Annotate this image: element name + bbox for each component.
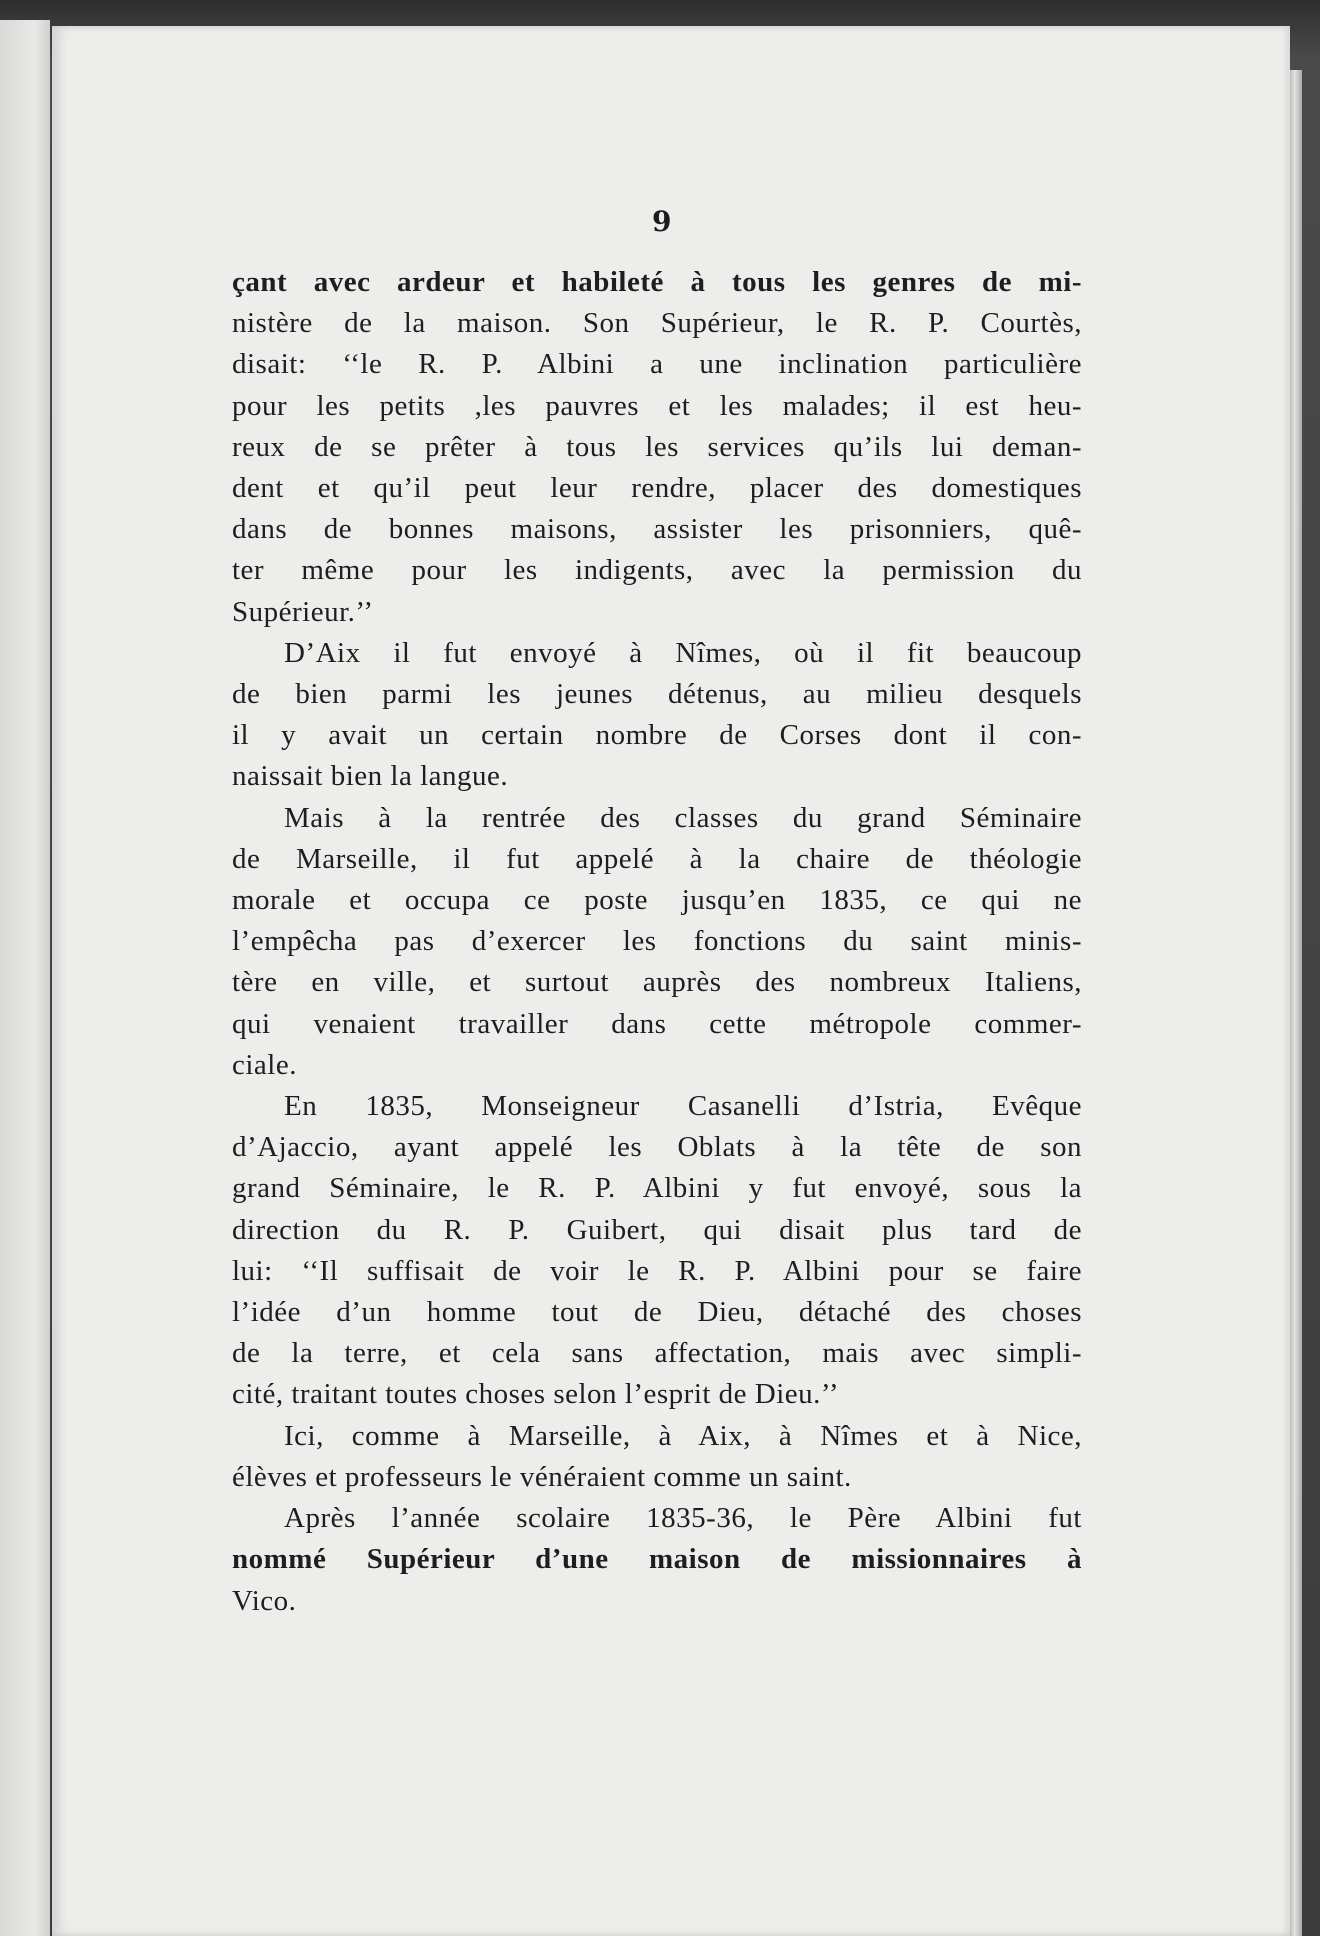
text-line: nommé Supérieur d’une maison de missionnaires à (232, 1543, 1082, 1576)
text-line: de bien parmi les jeunes détenus, au milieu desquels (232, 678, 1082, 711)
facing-page-edge (0, 20, 50, 1936)
text-line: nistère de la maison. Son Supérieur, le R. P. Courtès, (232, 307, 1082, 340)
text-line: l’idée d’un homme tout de Dieu, détaché des choses (232, 1296, 1082, 1329)
text-line: il y avait un certain nombre de Corses dont il con- (232, 719, 1082, 752)
text-line: Supérieur.’’ (232, 595, 374, 628)
text-line: l’empêcha pas d’exercer les fonctions du saint minis- (232, 925, 1082, 958)
text-line: disait: ‘‘le R. P. Albini a une inclination particulière (232, 348, 1082, 381)
text-line: çant avec ardeur et habileté à tous les genres de mi- (232, 266, 1082, 298)
text-line: tère en ville, et surtout auprès des nombreux Italiens, (232, 966, 1082, 999)
text-line: qui venaient travailler dans cette métropole commer- (232, 1007, 1082, 1040)
text-line: morale et occupa ce poste jusqu’en 1835, ce qui ne (232, 884, 1082, 917)
text-line: dans de bonnes maisons, assister les prisonniers, quê- (232, 513, 1082, 546)
text-line: lui: ‘‘Il suffisait de voir le R. P. Albini pour se faire (232, 1254, 1082, 1287)
text-line: ciale. (232, 1048, 297, 1081)
text-line: D’Aix il fut envoyé à Nîmes, où il fit beaucoup (284, 636, 1082, 669)
text-line: Après l’année scolaire 1835-36, le Père Albini fut (284, 1502, 1082, 1535)
text-line: dent et qu’il peut leur rendre, placer des domestiques (232, 472, 1082, 505)
text-line: En 1835, Monseigneur Casanelli d’Istria, Evêque (284, 1090, 1082, 1123)
body-text (232, 262, 1082, 1622)
text-line: d’Ajaccio, ayant appelé les Oblats à la tête de son (232, 1131, 1082, 1164)
text-line: de la terre, et cela sans affectation, mais avec simpli- (232, 1337, 1082, 1370)
text-line: naissait bien la langue. (232, 760, 509, 793)
text-line: reux de se prêter à tous les services qu’ils lui deman- (232, 430, 1082, 463)
text-line: cité, traitant toutes choses selon l’esprit de Dieu.’’ (232, 1378, 840, 1411)
page-stack-edge (1290, 70, 1302, 1936)
text-line: Vico. (232, 1584, 297, 1617)
page-number: 9 (652, 205, 672, 238)
text-line: de Marseille, il fut appelé à la chaire de théologie (232, 842, 1082, 875)
text-line: direction du R. P. Guibert, qui disait plus tard de (232, 1213, 1082, 1246)
text-line: élèves et professeurs le vénéraient comme un saint. (232, 1460, 852, 1493)
text-line: Mais à la rentrée des classes du grand Séminaire (284, 801, 1082, 834)
text-line: grand Séminaire, le R. P. Albini y fut envoyé, sous la (232, 1172, 1082, 1205)
text-line: Ici, comme à Marseille, à Aix, à Nîmes et à Nice, (284, 1419, 1082, 1452)
text-line: pour les petits ,les pauvres et les malades; il est heu- (232, 389, 1082, 422)
text-line: ter même pour les indigents, avec la permission du (232, 554, 1082, 587)
